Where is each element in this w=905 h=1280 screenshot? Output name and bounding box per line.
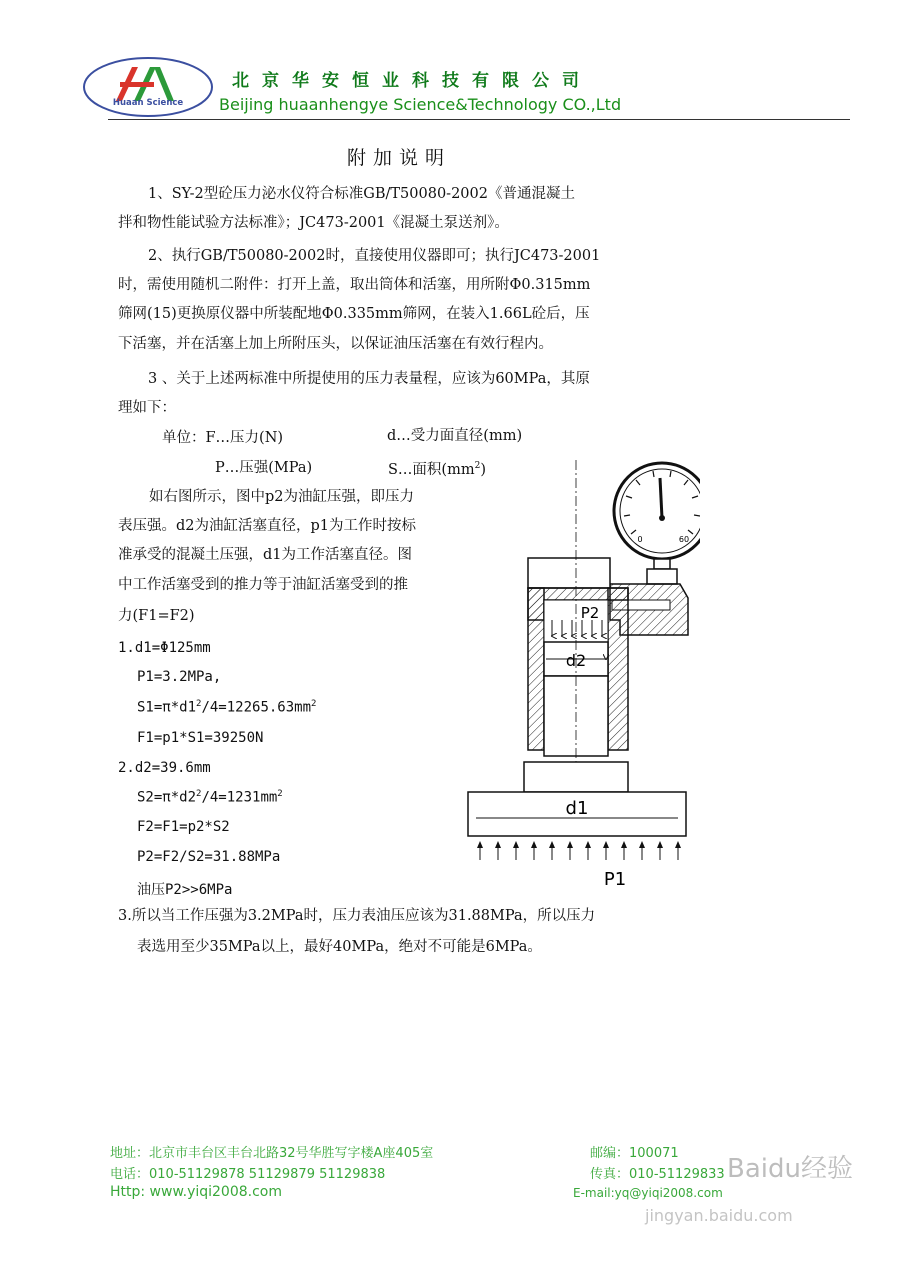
para2-line1: 2、执行GB/T50080-2002时，直接使用仪器即可；执行JC473-2001 xyxy=(148,248,601,264)
calc-p2: P2=F2/S2=31.88MPa xyxy=(137,849,281,865)
footer-address: 地址：北京市丰台区丰台北路32号华胜写字楼A座405室 xyxy=(110,1146,434,1161)
explanation-line1: 如右图所示，图中p2为油缸压强，即压力 xyxy=(149,489,415,505)
pressure-gauge xyxy=(614,463,700,559)
explanation-line5: 力(F1=F2) xyxy=(118,608,195,624)
para2-line4: 下活塞，并在活塞上加上所附压头，以保证油压活塞在有效行程内。 xyxy=(118,336,553,352)
para1-line2: 拌和物性能试验方法标准》；JC473-2001《混凝土泵送剂》。 xyxy=(118,215,509,231)
company-name-cn: 北京华安恒业科技有限公司 xyxy=(232,71,592,91)
para2-line2: 时，需使用随机二附件：打开上盖，取出筒体和活塞，用所附Φ0.315mm xyxy=(118,277,591,293)
para3-line2: 理如下： xyxy=(118,400,176,416)
footer-phone: 电话：010-51129878 51129879 51129838 xyxy=(110,1167,386,1182)
unit-diameter: d…受力面直径(mm) xyxy=(387,428,523,444)
unit-force: 单位：F…压力(N) xyxy=(162,430,284,446)
label-p1: P1 xyxy=(603,869,627,890)
para1-line1: 1、SY-2型砼压力泌水仪符合标准GB/T50080-2002《普通混凝土 xyxy=(148,186,575,202)
watermark-brand: Baidu经验 xyxy=(727,1154,853,1184)
pressure-diagram xyxy=(440,460,700,905)
footer-website[interactable]: Http: www.yiqi2008.com xyxy=(110,1184,283,1200)
header-divider xyxy=(108,119,850,120)
calc-d2: 2.d2=39.6mm xyxy=(118,760,211,776)
unit-pressure: P…压强(MPa) xyxy=(215,460,313,476)
gauge-min-label: 0 xyxy=(637,535,643,544)
unit-area: S…面积$(mm^2)$ xyxy=(388,461,486,478)
label-p2: P2 xyxy=(580,604,600,622)
para3-line1: 3 、关于上述两标准中所提使用的压力表量程，应该为60MPa，其原 xyxy=(148,371,590,387)
watermark-url: jingyan.baidu.com xyxy=(645,1206,793,1225)
label-d2: d2 xyxy=(565,651,587,670)
calc-oil-pressure: 油压P2>>6MPa xyxy=(137,882,233,898)
footer-postcode: 邮编：100071 xyxy=(590,1146,679,1161)
logo-text: Huaan Science xyxy=(112,98,184,108)
calc-s2: $S2=\pi*d2^2/4=1231mm^2$ xyxy=(137,789,283,806)
calc-f2: F2=F1=p2*S2 xyxy=(137,819,230,835)
footer-fax: 传真：010-51129833 xyxy=(590,1167,725,1182)
explanation-line4: 中工作活塞受到的推力等于油缸活塞受到的推 xyxy=(118,577,408,593)
explanation-line3: 准承受的混凝土压强，d1为工作活塞直径。图 xyxy=(118,547,413,563)
gauge-max-label: 60 xyxy=(678,535,690,544)
calc-f1: F1=p1*S1=39250N xyxy=(137,730,264,746)
para2-line3: 筛网(15)更换原仪器中所装配地Φ0.335mm筛网，在装入1.66L砼后，压 xyxy=(118,306,590,322)
footer-email[interactable]: E-mail:yq@yiqi2008.com xyxy=(573,1186,723,1200)
explanation-line2: 表压强。d2为油缸活塞直径，p1为工作时按标 xyxy=(118,518,417,534)
page-title: 附加说明 xyxy=(347,147,452,169)
calc-p1: P1=3.2MPa, xyxy=(137,669,222,685)
conclusion-line1: 3.所以当工作压强为3.2MPa时，压力表油压应该为31.88MPa，所以压力 xyxy=(118,908,596,924)
calc-s1: $S1=\pi*d1^2/4=12265.63mm^2$ xyxy=(137,699,317,716)
company-logo xyxy=(82,55,214,119)
calc-d1: 1.d1=Φ125mm xyxy=(118,640,211,656)
label-d1: d1 xyxy=(565,798,589,819)
conclusion-line2: 表选用至少35MPa以上，最好40MPa，绝对不可能是6MPa。 xyxy=(137,939,542,955)
company-name-en: Beijing huaanhengye Science&Technology CO.,Ltd xyxy=(219,95,622,114)
